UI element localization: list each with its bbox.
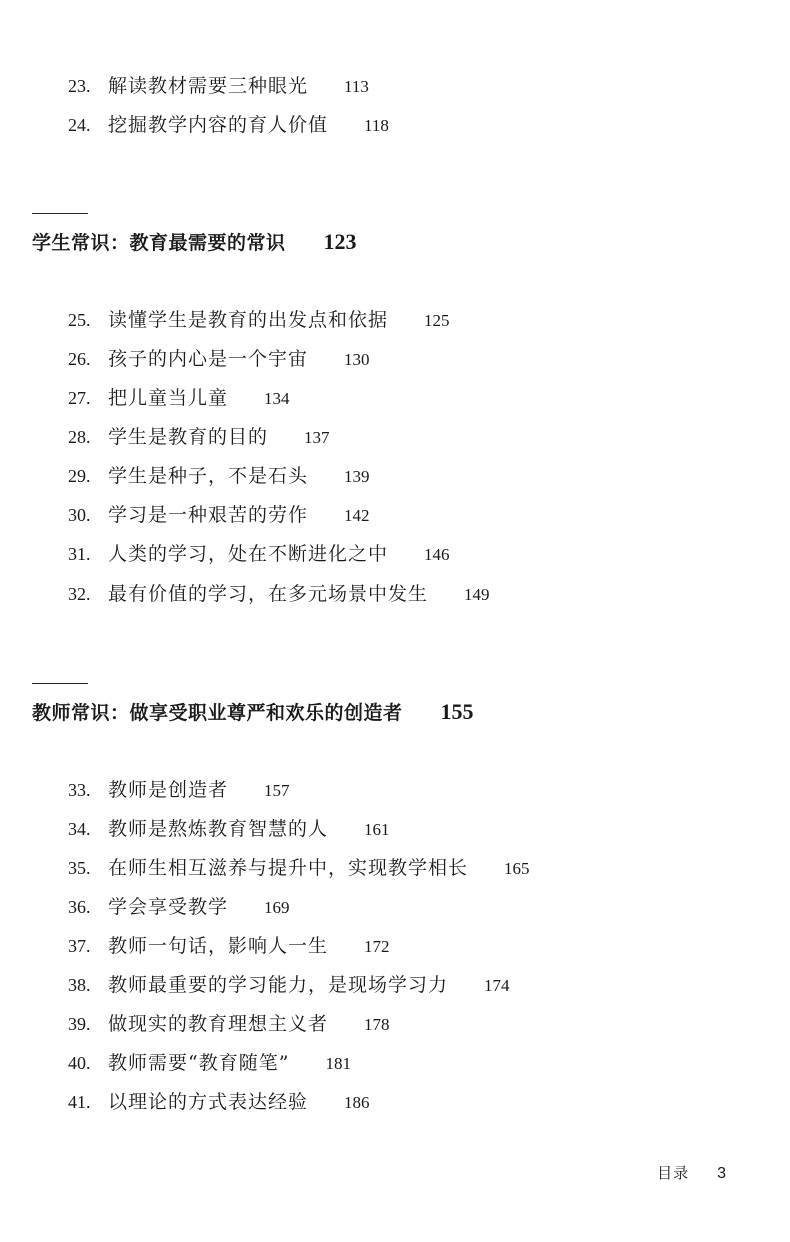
entry-title: 教师最重要的学习能力，是现场学习力: [108, 974, 449, 996]
entry-title: 做现实的教育理想主义者: [108, 1013, 329, 1035]
entry-number: 40.: [68, 1053, 91, 1073]
toc-entry[interactable]: [68, 501, 370, 529]
entry-page: 137: [304, 428, 330, 447]
toc-entry[interactable]: [68, 384, 290, 412]
toc-entry[interactable]: [68, 1049, 351, 1077]
entry-title: 学生是种子，不是石头: [108, 465, 309, 487]
entry-page: 161: [364, 820, 390, 839]
entry-page: 125: [424, 311, 450, 330]
entry-number: 24.: [68, 115, 91, 135]
entry-number: 39.: [68, 1014, 91, 1034]
entry-number: 33.: [68, 780, 91, 800]
entry-number: 25.: [68, 310, 91, 330]
entry-page: 178: [364, 1015, 390, 1034]
toc-entry[interactable]: [68, 971, 510, 999]
entry-title: 学习是一种艰苦的劳作: [108, 504, 309, 526]
page-footer: [657, 1162, 726, 1183]
toc-entry[interactable]: [68, 776, 290, 804]
entry-number: 32.: [68, 584, 91, 604]
entry-number: 27.: [68, 388, 91, 408]
entry-title: 挖掘教学内容的育人价值: [108, 114, 329, 136]
entry-number: 36.: [68, 897, 91, 917]
entry-page: 130: [344, 350, 370, 369]
entry-title: 学会享受教学: [108, 896, 229, 918]
entry-number: 31.: [68, 544, 91, 564]
section-heading-students[interactable]: [32, 226, 357, 258]
toc-entry[interactable]: [68, 462, 370, 490]
entry-page: 181: [325, 1054, 351, 1073]
toc-entry[interactable]: [68, 306, 450, 334]
entry-page: 157: [264, 781, 290, 800]
entry-page: 142: [344, 506, 370, 525]
entry-page: 165: [504, 859, 530, 878]
section-divider: [32, 213, 88, 214]
entry-title: 最有价值的学习，在多元场景中发生: [108, 583, 429, 605]
section-divider: [32, 683, 88, 684]
toc-entry[interactable]: [68, 854, 530, 882]
entry-number: 35.: [68, 858, 91, 878]
entry-title: 教师一句话，影响人一生: [108, 935, 329, 957]
entry-page: 149: [464, 585, 490, 604]
toc-entry[interactable]: [68, 1088, 370, 1116]
entry-page: 146: [424, 545, 450, 564]
entry-title: 解读教材需要三种眼光: [108, 75, 309, 97]
toc-entry[interactable]: [68, 580, 490, 608]
toc-entry[interactable]: [68, 932, 390, 960]
entry-number: 23.: [68, 76, 91, 96]
entry-title: 读懂学生是教育的出发点和依据: [108, 309, 389, 331]
entry-title: 教师需要“教育随笔”: [108, 1052, 290, 1074]
section-title: 学生常识：教育最需要的常识: [32, 232, 286, 254]
entry-title: 在师生相互滋养与提升中，实现教学相长: [108, 857, 469, 879]
toc-entry[interactable]: [68, 423, 330, 451]
entry-number: 41.: [68, 1092, 91, 1112]
entry-number: 29.: [68, 466, 91, 486]
entry-number: 30.: [68, 505, 91, 525]
section-heading-teachers[interactable]: [32, 696, 474, 728]
entry-number: 28.: [68, 427, 91, 447]
entry-title: 人类的学习，处在不断进化之中: [108, 543, 389, 565]
entry-number: 37.: [68, 936, 91, 956]
entry-page: 186: [344, 1093, 370, 1112]
entry-title: 教师是熬炼教育智慧的人: [108, 818, 329, 840]
section-title: 教师常识：做享受职业尊严和欢乐的创造者: [32, 702, 403, 724]
entry-title: 以理论的方式表达经验: [108, 1091, 309, 1113]
toc-entry[interactable]: [68, 815, 390, 843]
section-page: 123: [323, 229, 357, 254]
entry-page: 139: [344, 467, 370, 486]
entry-page: 169: [264, 898, 290, 917]
entry-number: 38.: [68, 975, 91, 995]
footer-label: 目录: [657, 1164, 690, 1182]
toc-entry[interactable]: [68, 893, 290, 921]
toc-entry[interactable]: [68, 345, 370, 373]
entry-page: 174: [484, 976, 510, 995]
entry-page: 134: [264, 389, 290, 408]
entry-page: 118: [364, 116, 389, 135]
toc-entry[interactable]: [68, 111, 389, 139]
entry-number: 26.: [68, 349, 91, 369]
entry-title: 教师是创造者: [108, 779, 229, 801]
entry-title: 学生是教育的目的: [108, 426, 269, 448]
toc-entry[interactable]: [68, 1010, 390, 1038]
toc-entry[interactable]: [68, 540, 450, 568]
section-page: 155: [440, 699, 474, 724]
entry-page: 113: [344, 77, 369, 96]
entry-title: 孩子的内心是一个宇宙: [108, 348, 309, 370]
page-number: 3: [717, 1165, 726, 1182]
entry-number: 34.: [68, 819, 91, 839]
entry-page: 172: [364, 937, 390, 956]
entry-title: 把儿童当儿童: [108, 387, 229, 409]
toc-entry[interactable]: [68, 72, 369, 100]
